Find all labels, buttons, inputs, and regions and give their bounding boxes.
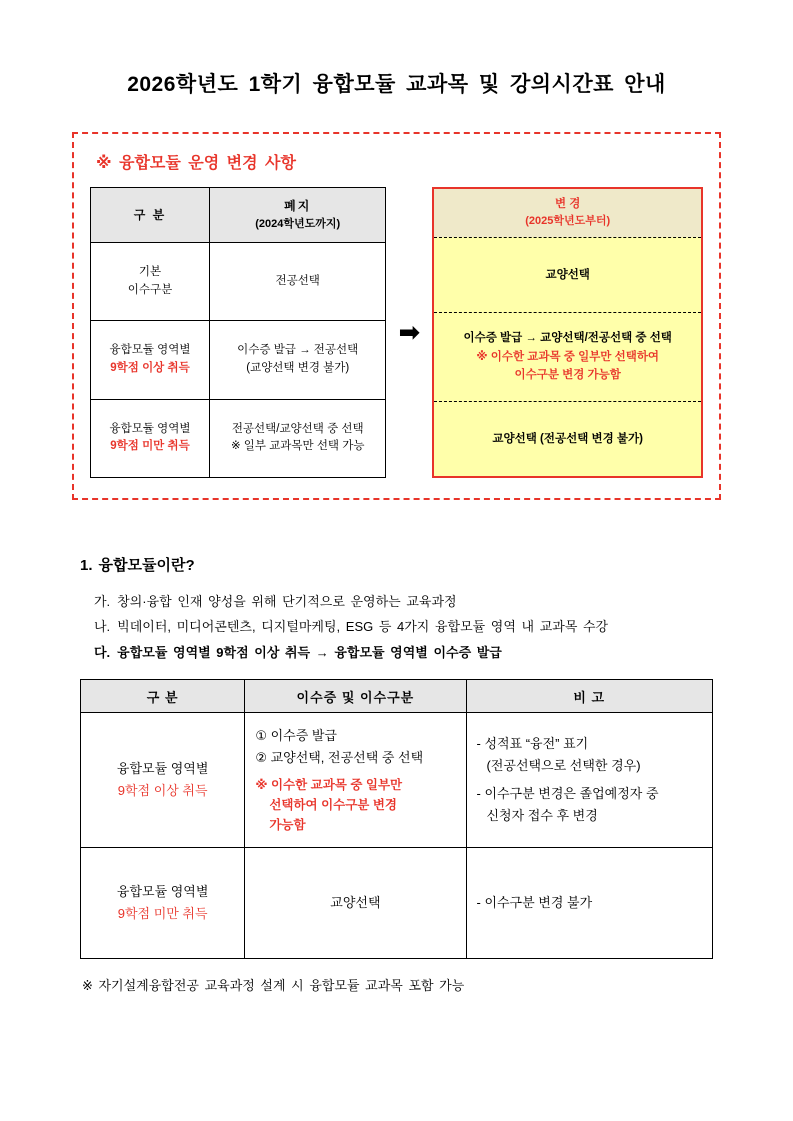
- module-credit-table: [80, 679, 713, 959]
- row-value-line1: 이수증 발급 → 전공선택: [237, 344, 359, 357]
- section-number: 1.: [80, 556, 93, 574]
- table-row: [91, 243, 386, 321]
- row-label-line2: 9학점 미만 취득: [110, 440, 190, 453]
- changed-label: 변 경: [555, 198, 581, 210]
- section-what-is-module: [80, 554, 713, 994]
- table-row: [433, 237, 702, 312]
- abolished-label: 폐지: [284, 199, 312, 214]
- changed-policy-table: [432, 187, 703, 478]
- list-item-marker: 다.: [94, 644, 111, 660]
- abolished-sublabel: (2024학년도까지): [255, 217, 341, 230]
- column-header-certificate: 이수증 및 이수구분: [245, 680, 466, 713]
- table-header-row: [433, 188, 702, 237]
- list-item-text: 빅데이터, 미디어콘텐츠, 디지털마케팅, ESG 등 4가지 융합모듈 영역 내 교과목 수강: [117, 619, 609, 635]
- cell-certificate-under9: 교양선택: [245, 848, 466, 959]
- list-item-text: 융합모듈 영역별 9학점 이상 취득 → 융합모듈 영역별 이수증 발급: [117, 644, 502, 660]
- remark-line4: 신청자 접수 후 변경: [486, 808, 598, 824]
- list-item: [94, 640, 713, 665]
- table-row: [81, 848, 713, 959]
- table-row: [433, 401, 702, 477]
- notice-box: [72, 132, 721, 500]
- cell-note-line2: 선택하여 이수구분 변경: [269, 798, 398, 813]
- row-value-over9: [210, 321, 386, 399]
- cell-note-line1: ※ 이수한 교과목 중 일부만: [255, 778, 403, 793]
- row-value-under9: [210, 399, 386, 477]
- cell-item2: ② 교양선택, 전공선택 중 선택: [255, 750, 424, 766]
- cell-certificate-over9: [245, 713, 466, 848]
- cell-line2: 9학점 미만 취득: [117, 906, 208, 922]
- row-label-line1: 융합모듈 영역별: [109, 422, 191, 435]
- row-label-line2: 이수구분: [127, 283, 173, 296]
- row-label-line1: 융합모듈 영역별: [109, 344, 191, 357]
- list-item-text: 창의·융합 인재 양성을 위해 단기적으로 운영하는 교육과정: [117, 593, 457, 609]
- row-value-basic: 전공선택: [210, 243, 386, 321]
- footer-note: ※ 자기설계융합전공 교육과정 설계 시 융합모듈 교과목 포함 가능: [82, 978, 465, 994]
- row-label-over9: [91, 321, 210, 399]
- column-header-division: 구 분: [91, 188, 210, 243]
- cell-line2: 9학점 이상 취득: [117, 783, 208, 799]
- changed-row-basic: 교양선택: [433, 237, 702, 312]
- table-row: [81, 713, 713, 848]
- table-row: [433, 312, 702, 401]
- changed-sublabel: (2025학년도부터): [525, 215, 611, 228]
- list-item: [94, 614, 713, 639]
- table-row: [91, 399, 386, 477]
- remark-line2: (전공선택으로 선택한 경우): [486, 758, 641, 774]
- notice-comparison-area: [90, 187, 703, 478]
- row-value-line2: (교양선택 변경 불가): [246, 362, 350, 375]
- remark-line1: - 성적표 “융전” 표기: [476, 735, 589, 751]
- changed-row-over9-line3: 이수구분 변경 가능함: [514, 369, 621, 382]
- row-label-line1: 기본: [138, 265, 162, 278]
- cell-line1: 융합모듈 영역별: [116, 761, 209, 777]
- cell-remarks-over9: [466, 713, 713, 848]
- changed-row-over9-line1: 이수증 발급 → 교양선택/전공선택 중 선택: [463, 332, 672, 345]
- column-header-division: 구 분: [81, 680, 245, 713]
- arrow-right-icon: [386, 187, 432, 478]
- table-header-row: [91, 188, 386, 243]
- column-header-abolished: [210, 188, 386, 243]
- remark-line3: - 이수구분 변경은 졸업예정자 중: [476, 786, 659, 802]
- cell-division-under9: [81, 848, 245, 959]
- row-label-under9: [91, 399, 210, 477]
- section-item-list: [94, 589, 713, 665]
- changed-row-under9: 교양선택 (전공선택 변경 불가): [433, 401, 702, 477]
- cell-note: [255, 775, 455, 835]
- column-header-changed: [433, 188, 702, 237]
- row-value-line2: ※ 일부 교과목만 선택 가능: [230, 440, 365, 453]
- cell-note-line3: 가능함: [269, 818, 306, 833]
- arrow-glyph: ➡: [398, 317, 421, 348]
- cell-division-over9: [81, 713, 245, 848]
- table-row: [91, 321, 386, 399]
- page-title: 2026학년도 1학기 융합모듈 교과목 및 강의시간표 안내: [127, 73, 666, 96]
- row-label-basic: [91, 243, 210, 321]
- row-label-line2: 9학점 이상 취득: [110, 362, 190, 375]
- list-item: [94, 589, 713, 614]
- column-header-remarks: 비 고: [466, 680, 713, 713]
- cell-item1: ① 이수증 발급: [255, 728, 337, 744]
- row-value-line1: 전공선택/교양선택 중 선택: [231, 422, 364, 435]
- section-title: [80, 554, 713, 575]
- changed-row-over9-line2: ※ 이수한 교과목 중 일부만 선택하여: [476, 350, 660, 363]
- section-title-text: 융합모듈이란?: [98, 556, 195, 574]
- cell-remarks-under9: [466, 848, 713, 959]
- notice-heading: ※ 융합모듈 운영 변경 사항: [96, 155, 296, 172]
- changed-row-over9: [433, 312, 702, 401]
- list-item-marker: 가.: [94, 593, 111, 609]
- abolished-comparison-table: [90, 187, 386, 478]
- cell-line1: 융합모듈 영역별: [116, 884, 209, 900]
- table-header-row: [81, 680, 713, 713]
- remark-line1: - 이수구분 변경 불가: [476, 895, 593, 911]
- list-item-marker: 나.: [94, 619, 111, 635]
